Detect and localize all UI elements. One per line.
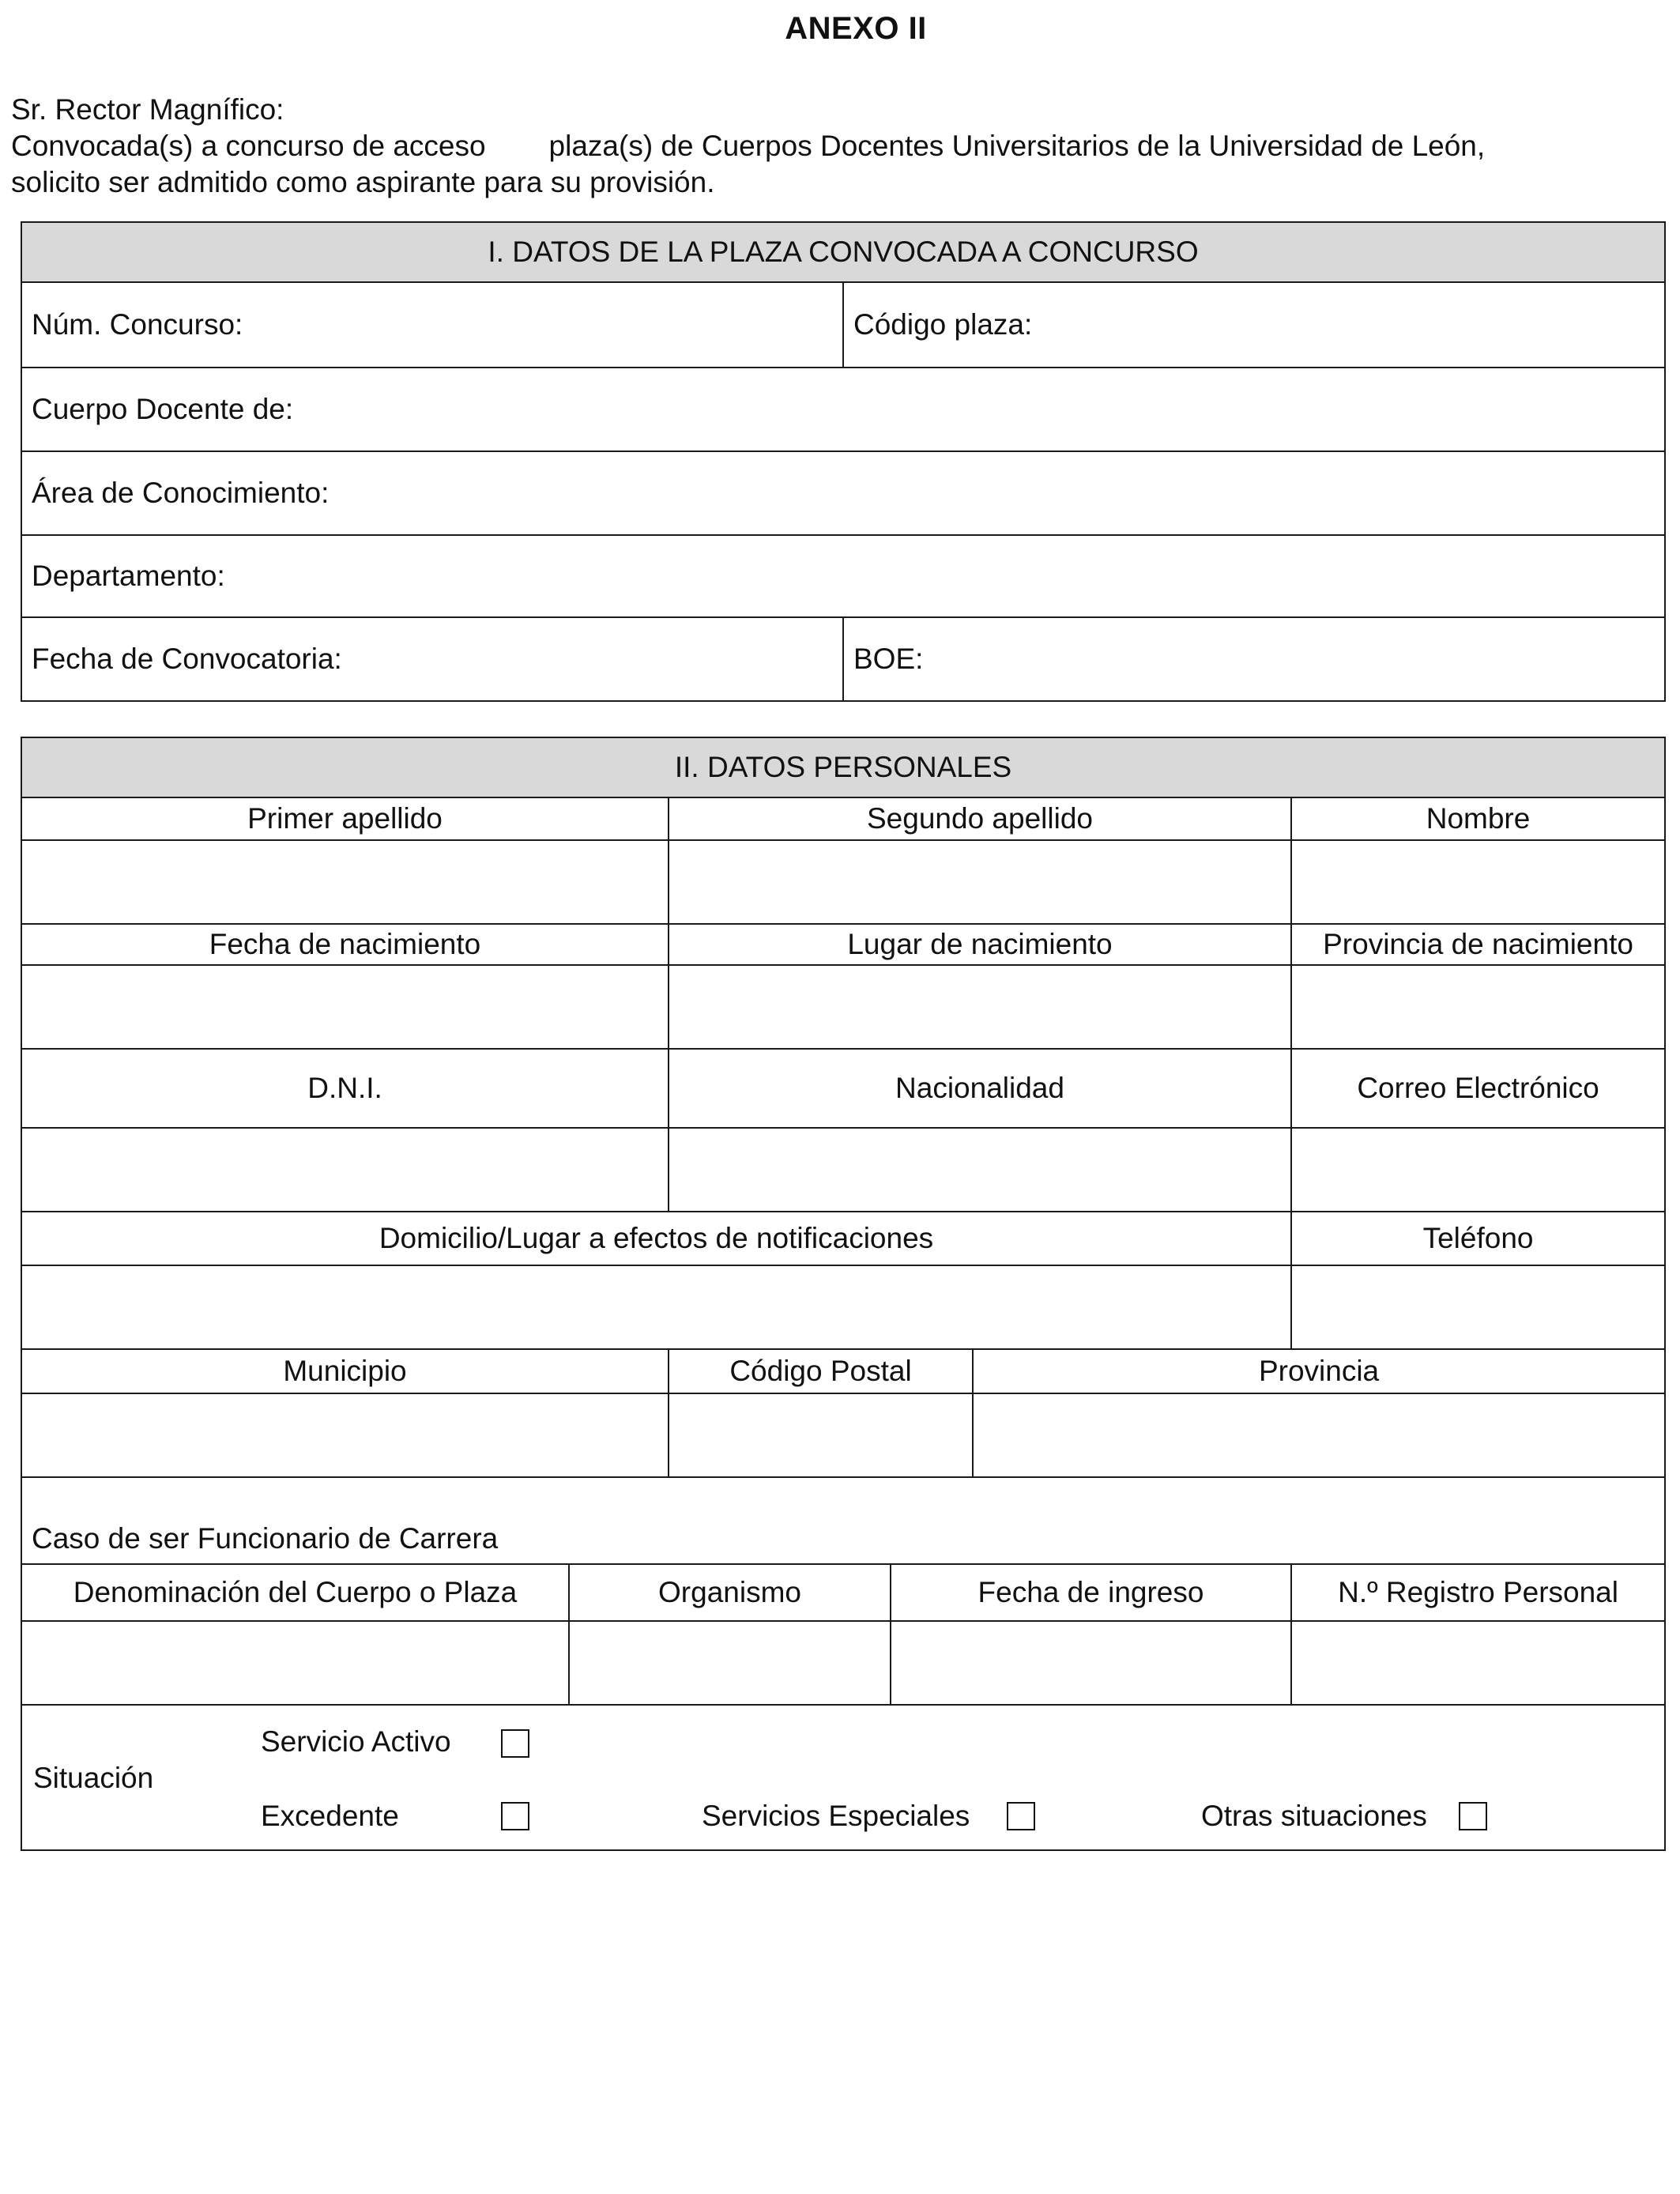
excedente-checkbox[interactable] bbox=[501, 1802, 529, 1830]
lugar-nacimiento-input[interactable] bbox=[669, 965, 1291, 1049]
lugar-nacimiento-label: Lugar de nacimiento bbox=[669, 924, 1291, 965]
fecha-ingreso-label: Fecha de ingreso bbox=[891, 1564, 1291, 1621]
municipio-label: Municipio bbox=[21, 1349, 669, 1393]
cuerpo-docente-field[interactable]: Cuerpo Docente de: bbox=[21, 368, 1665, 451]
denominacion-input[interactable] bbox=[21, 1621, 569, 1705]
dni-input[interactable] bbox=[21, 1128, 669, 1212]
fecha-nacimiento-label: Fecha de nacimiento bbox=[21, 924, 669, 965]
primer-apellido-input[interactable] bbox=[21, 840, 669, 924]
section-plaza-table bbox=[21, 221, 1666, 702]
intro-line-2b: plaza(s) de Cuerpos Docentes Universitarios de la Universidad de León, bbox=[548, 130, 1486, 162]
provincia-input[interactable] bbox=[973, 1393, 1665, 1477]
dni-label: D.N.I. bbox=[21, 1049, 669, 1128]
servicio-activo-checkbox[interactable] bbox=[501, 1729, 529, 1758]
section-personal-header: II. DATOS PERSONALES bbox=[21, 737, 1665, 797]
registro-personal-input[interactable] bbox=[1291, 1621, 1665, 1705]
otras-situaciones-checkbox[interactable] bbox=[1459, 1802, 1487, 1830]
departamento-field[interactable]: Departamento: bbox=[21, 535, 1665, 617]
segundo-apellido-input[interactable] bbox=[669, 840, 1291, 924]
boe-field[interactable]: BOE: bbox=[843, 617, 1665, 701]
fecha-ingreso-input[interactable] bbox=[891, 1621, 1291, 1705]
telefono-input[interactable] bbox=[1291, 1265, 1665, 1349]
primer-apellido-label: Primer apellido bbox=[21, 797, 669, 840]
nacionalidad-input[interactable] bbox=[669, 1128, 1291, 1212]
intro-line-2 bbox=[11, 128, 1485, 164]
situacion-label: Situación bbox=[33, 1762, 154, 1794]
codigo-postal-input[interactable] bbox=[669, 1393, 973, 1477]
nombre-input[interactable] bbox=[1291, 840, 1665, 924]
segundo-apellido-label: Segundo apellido bbox=[669, 797, 1291, 840]
domicilio-input[interactable] bbox=[21, 1265, 1291, 1349]
intro-line-3: solicito ser admitido como aspirante para su provisión. bbox=[11, 166, 715, 198]
domicilio-label: Domicilio/Lugar a efectos de notificaciones bbox=[21, 1212, 1291, 1265]
intro-text bbox=[11, 92, 1485, 201]
document-title: ANEXO II bbox=[785, 11, 927, 46]
fecha-convocatoria-field[interactable]: Fecha de Convocatoria: bbox=[21, 617, 843, 701]
provincia-label: Provincia bbox=[973, 1349, 1665, 1393]
provincia-nacimiento-label: Provincia de nacimiento bbox=[1291, 924, 1665, 965]
municipio-input[interactable] bbox=[21, 1393, 669, 1477]
codigo-postal-label: Código Postal bbox=[669, 1349, 973, 1393]
otras-situaciones-label: Otras situaciones bbox=[1201, 1800, 1427, 1832]
servicios-especiales-checkbox[interactable] bbox=[1007, 1802, 1035, 1830]
salutation: Sr. Rector Magnífico: bbox=[11, 93, 284, 126]
fecha-nacimiento-input[interactable] bbox=[21, 965, 669, 1049]
intro-line-2a: Convocada(s) a concurso de acceso bbox=[11, 130, 486, 162]
codigo-plaza-field[interactable]: Código plaza: bbox=[843, 282, 1665, 368]
funcionario-heading: Caso de ser Funcionario de Carrera bbox=[21, 1477, 1665, 1564]
organismo-label: Organismo bbox=[569, 1564, 891, 1621]
provincia-nacimiento-input[interactable] bbox=[1291, 965, 1665, 1049]
organismo-input[interactable] bbox=[569, 1621, 891, 1705]
denominacion-label: Denominación del Cuerpo o Plaza bbox=[21, 1564, 569, 1621]
section-personal-table bbox=[21, 737, 1666, 1851]
area-conocimiento-field[interactable]: Área de Conocimiento: bbox=[21, 451, 1665, 535]
servicio-activo-label: Servicio Activo bbox=[261, 1725, 451, 1758]
excedente-label: Excedente bbox=[261, 1800, 399, 1832]
situacion-row bbox=[21, 1705, 1665, 1850]
registro-personal-label: N.º Registro Personal bbox=[1291, 1564, 1665, 1621]
correo-label: Correo Electrónico bbox=[1291, 1049, 1665, 1128]
correo-input[interactable] bbox=[1291, 1128, 1665, 1212]
num-concurso-field[interactable]: Núm. Concurso: bbox=[21, 282, 843, 368]
section-plaza-header: I. DATOS DE LA PLAZA CONVOCADA A CONCURSO bbox=[21, 222, 1665, 282]
nacionalidad-label: Nacionalidad bbox=[669, 1049, 1291, 1128]
servicios-especiales-label: Servicios Especiales bbox=[702, 1800, 970, 1832]
telefono-label: Teléfono bbox=[1291, 1212, 1665, 1265]
nombre-label: Nombre bbox=[1291, 797, 1665, 840]
